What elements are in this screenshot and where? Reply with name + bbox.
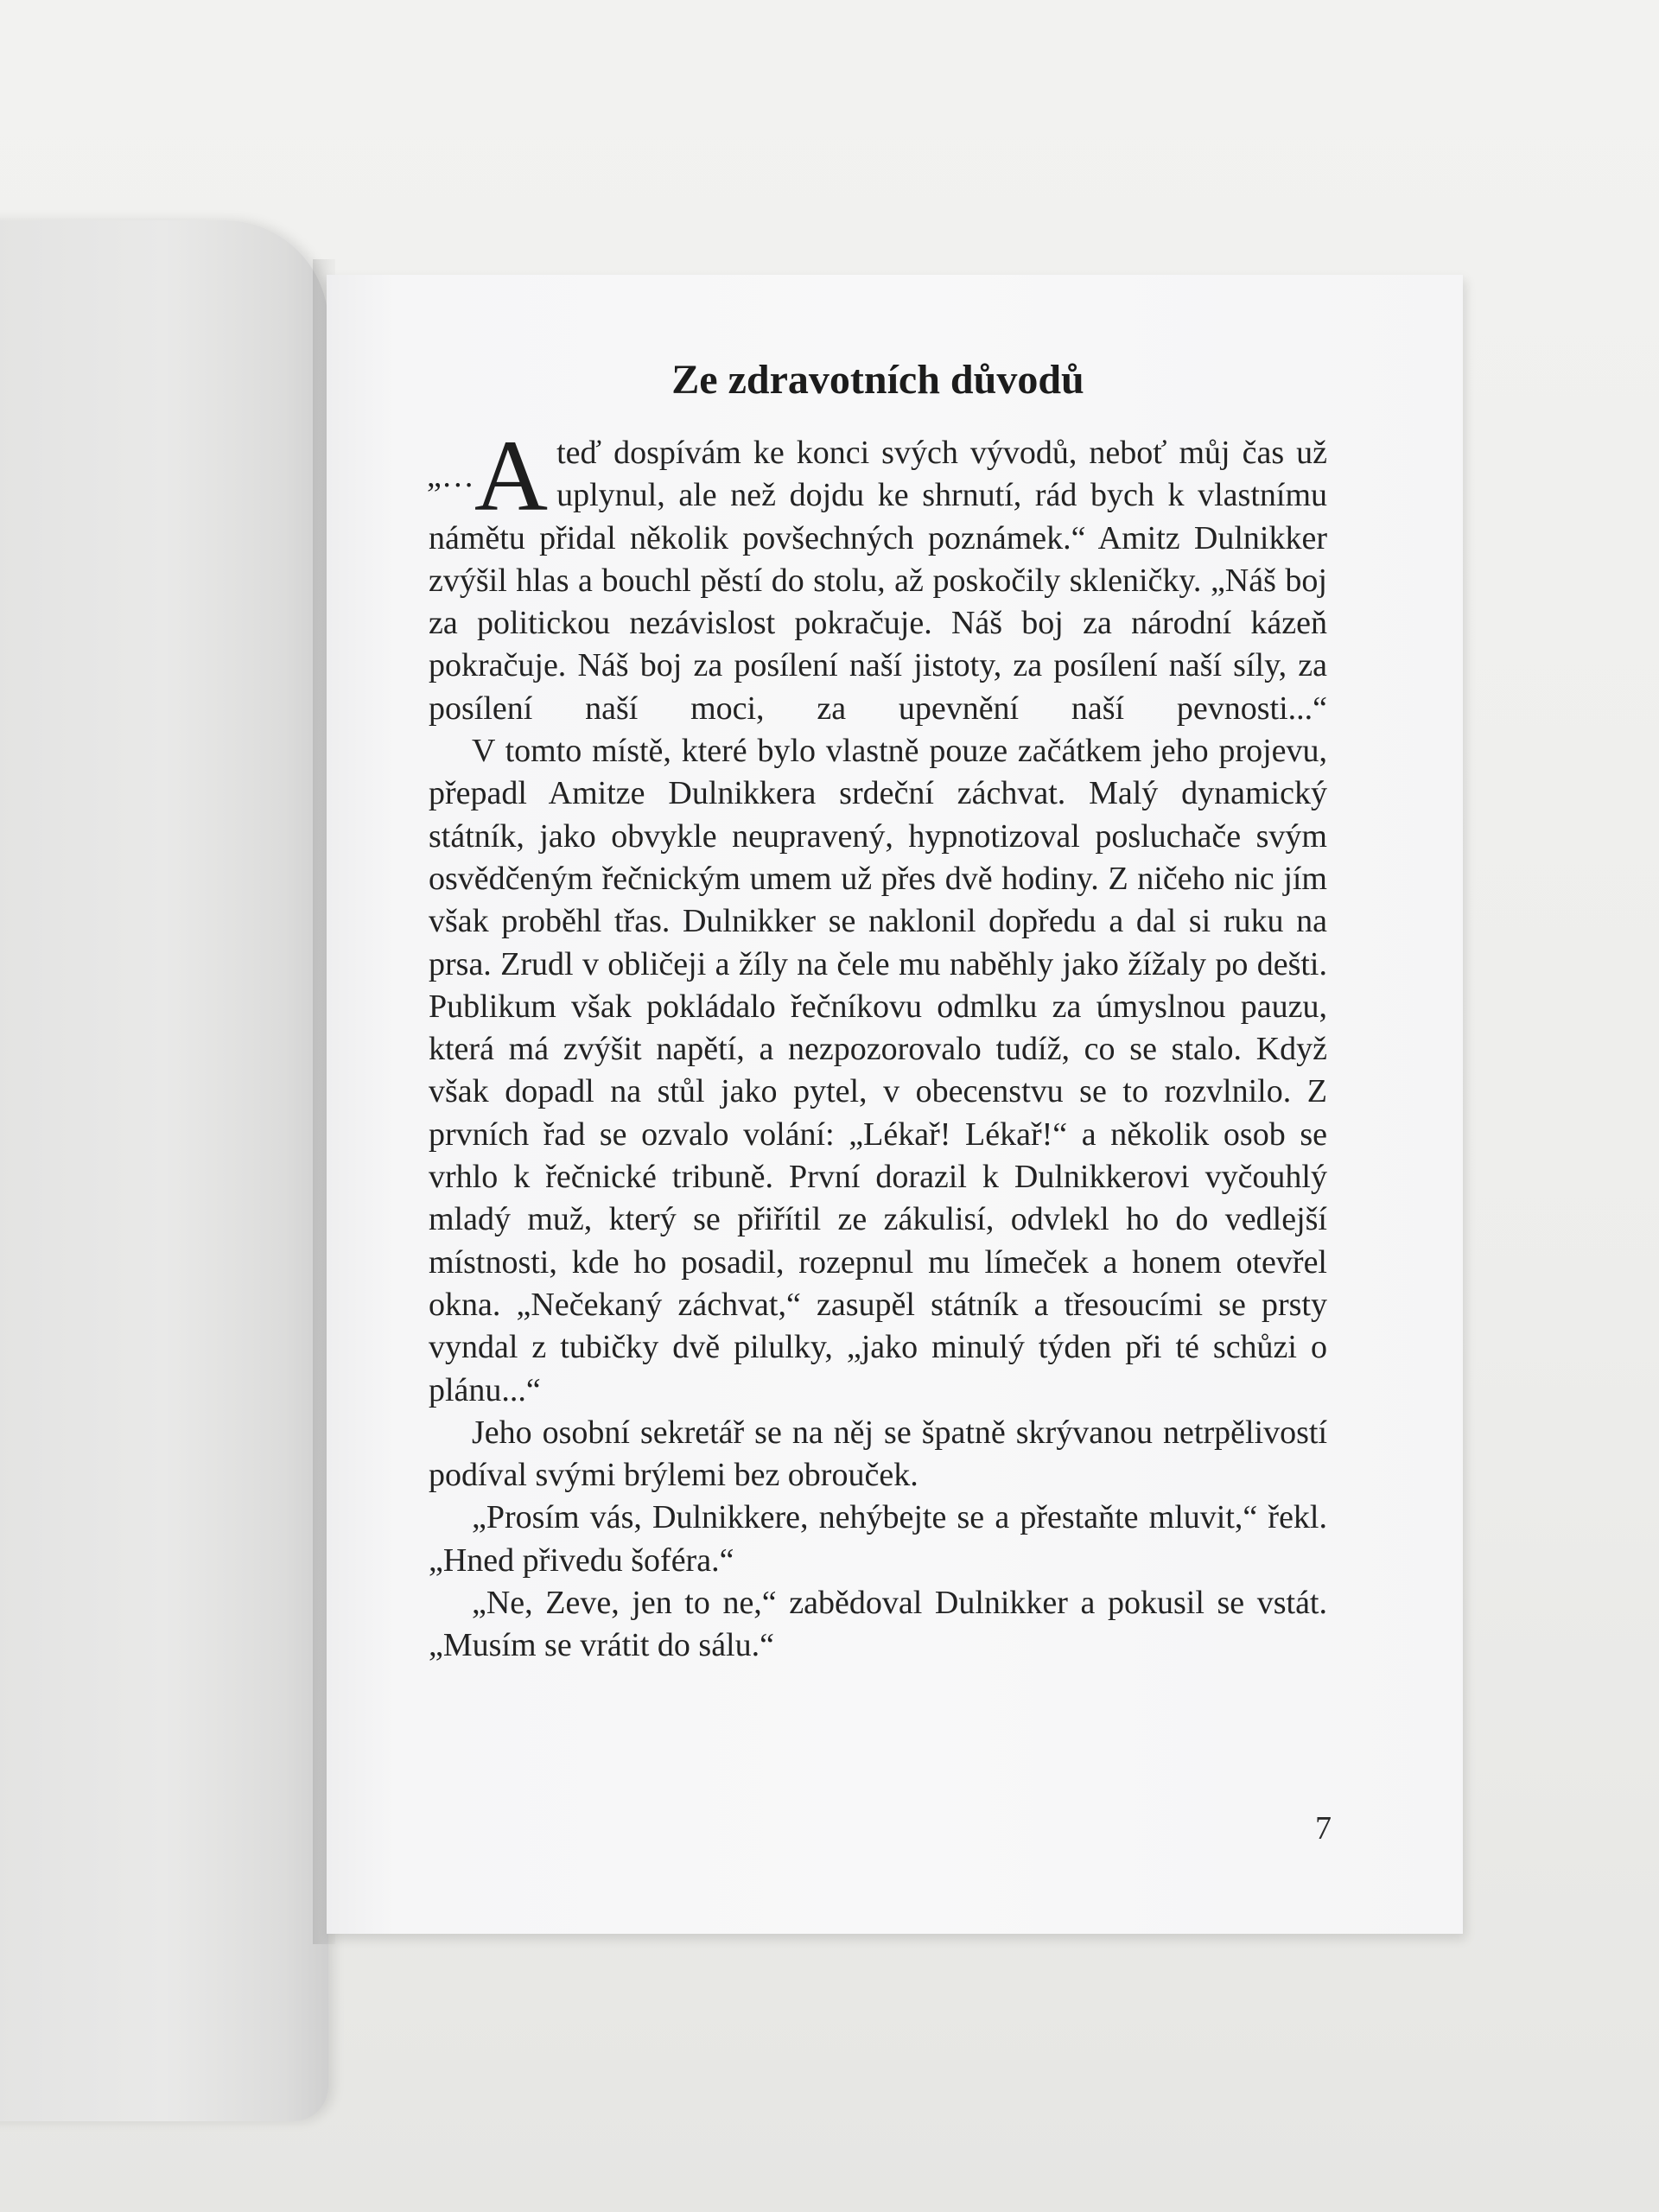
paragraph-5	[429, 1582, 1327, 1668]
paragraph-4	[429, 1497, 1327, 1582]
left-book-page	[0, 220, 328, 2121]
paragraph-2-text: V tomto místě, které bylo vlastně pouze začátkem jeho projevu, přepadl Amitze Dulnikkera srdeční záchvat. Malý dynamický státník, jako obvykle neupravený, hypnotizoval posluchače svým osvědčeným řečnickým umem už přes dvě hodiny. Z ničeho nic jím však proběhl třas. Dulnikker se naklonil dopředu a dal si ruku na prsa. Zrudl v obličeji a žíly na čele mu naběhly jako žížaly po dešti. Publikum však pokládalo řečníkovu odmlku za úmyslnou pauzu, která má zvýšit napětí, a nezpozorovalo tudíž, co se stalo. Když však dopadl na stůl jako pytel, v obecenstvu se to rozvlnilo. Z prvních řad se ozvalo volání: „Lékař! Lékař!“ a několik osob se vrhlo k řečnické tribuně. První dorazil k Dulnikkerovi vyčouhlý mladý muž, který se přiřítil ze zákulisí, odvlekl ho do vedlejší místnosti, kde ho posadil, rozepnul mu límeček a honem otevřel okna. „Nečekaný záchvat,“ zasupěl státník a třesoucími se prsty vyndal z tubičky dvě pilulky, „jako minulý týden při té schůzi o plánu...“	[429, 733, 1327, 1408]
page-number: 7	[1315, 1810, 1332, 1847]
chapter-title: Ze zdravotních důvodů	[671, 357, 1084, 403]
paragraph-4-text: „Prosím vás, Dulnikkere, nehýbejte se a přestaňte mluvit,“ řekl. „Hned přivedu šoféra.“	[429, 1499, 1327, 1579]
drop-cap: „…A	[427, 419, 549, 532]
paragraph-5-text: „Ne, Zeve, jen to ne,“ zabědoval Dulnikker a pokusil se vstát. „Musím se vrátit do sálu.“	[429, 1585, 1327, 1664]
paragraph-2	[429, 730, 1327, 1412]
page-text-block	[429, 354, 1327, 1668]
paragraph-1	[427, 419, 1327, 730]
paragraph-3-text: Jeho osobní sekretář se na něj se špatně skrývanou netrpělivostí podíval svými brýlemi bez obrouček.	[429, 1414, 1327, 1494]
opening-quote-mark: „…	[427, 458, 474, 494]
paragraph-3	[429, 1412, 1327, 1497]
right-book-page	[327, 275, 1463, 1934]
paragraph-1-text: teď dospívám ke konci svých vývodů, neboť můj čas už uplynul, ale než dojdu ke shrnutí, rád bych k vlastnímu námětu přidal několik povšechných poznámek.“ Amitz Dulnikker zvýšil hlas a bouchl pěstí do stolu, až poskočily skleničky. „Náš boj za politickou nezávislost pokračuje. Náš boj za národní kázeň pokračuje. Náš boj za posílení naší jistoty, za posílení naší síly, za posílení naší moci, za upevnění naší pevnosti...“	[429, 435, 1327, 727]
